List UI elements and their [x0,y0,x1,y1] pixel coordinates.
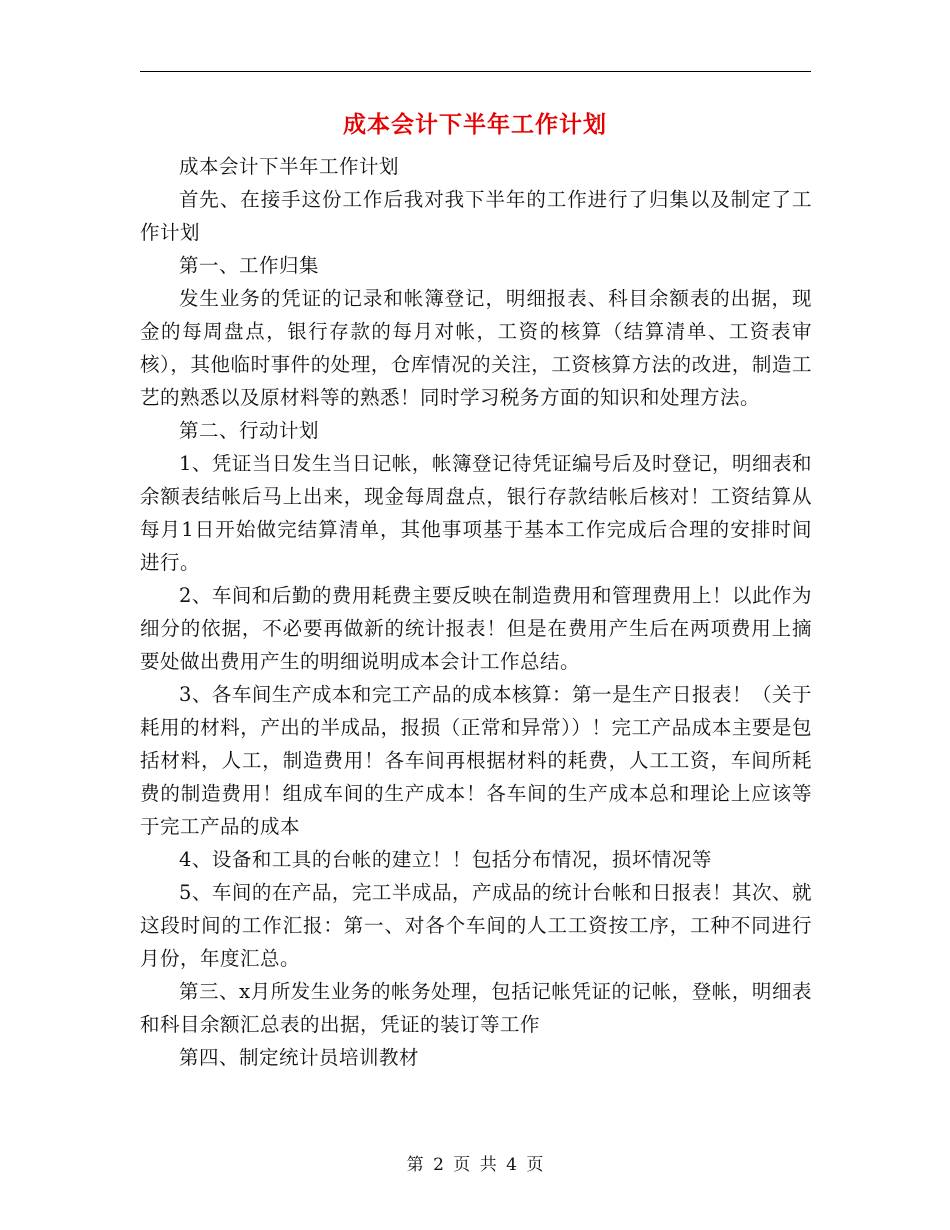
section-heading-3: 第三、x月所发生业务的帐务处理，包括记帐凭证的记帐，登帐，明细表和科目余额汇总表的出据，凭证的装订等工作 [140,980,812,1036]
paragraph-subtitle: 成本会计下半年工作计划 [179,155,400,178]
document-title: 成本会计下半年工作计划 [343,111,607,138]
section-heading-1: 第一、工作归集 [179,254,320,277]
header-rule [140,71,811,72]
section-heading-2: 第二、行动计划 [179,419,320,442]
paragraph-plan-item-2: 2、车间和后勤的费用耗费主要反映在制造费用和管理费用上！以此作为细分的依据，不必要再做新的统计报表！但是在费用产生后在两项费用上摘要处做出费用产生的明细说明成本会计工作总结。 [140,584,812,673]
page-footer: 第 2 页 共 4 页 [406,1155,544,1175]
document-body [140,150,812,1074]
paragraph-plan-item-4: 4、设备和工具的台帐的建立！！包括分布情况，损坏情况等 [179,848,712,871]
paragraph-plan-item-1: 1、凭证当日发生当日记帐，帐簿登记待凭证编号后及时登记，明细表和余额表结帐后马上出来，现金每周盘点，银行存款结帐后核对！工资结算从每月1日开始做完结算清单，其他事项基于基本工作完成后合理的安排时间进行。 [140,452,812,574]
paragraph-work-summary: 发生业务的凭证的记录和帐簿登记，明细报表、科目余额表的出据，现金的每周盘点，银行存款的每月对帐，工资的核算（结算清单、工资表审核），其他临时事件的处理，仓库情况的关注，工资核算方法的改进，制造工艺的熟悉以及原材料等的熟悉！同时学习税务方面的知识和处理方法。 [140,287,812,409]
paragraph-plan-item-5: 5、车间的在产品，完工半成品，产成品的统计台帐和日报表！其次、就这段时间的工作汇报：第一、对各个车间的人工工资按工序，工种不同进行月份，年度汇总。 [140,881,812,970]
paragraph-intro: 首先、在接手这份工作后我对我下半年的工作进行了归集以及制定了工作计划 [140,188,812,244]
paragraph-plan-item-3: 3、各车间生产成本和完工产品的成本核算：第一是生产日报表！（关于耗用的材料，产出的半成品，报损（正常和异常））！完工产品成本主要是包括材料，人工，制造费用！各车间再根据材料的耗费，人工工资，车间所耗费的制造费用！组成车间的生产成本！各车间的生产成本总和理论上应该等于完工产品的成本 [140,683,812,838]
section-heading-4: 第四、制定统计员培训教材 [179,1046,420,1069]
